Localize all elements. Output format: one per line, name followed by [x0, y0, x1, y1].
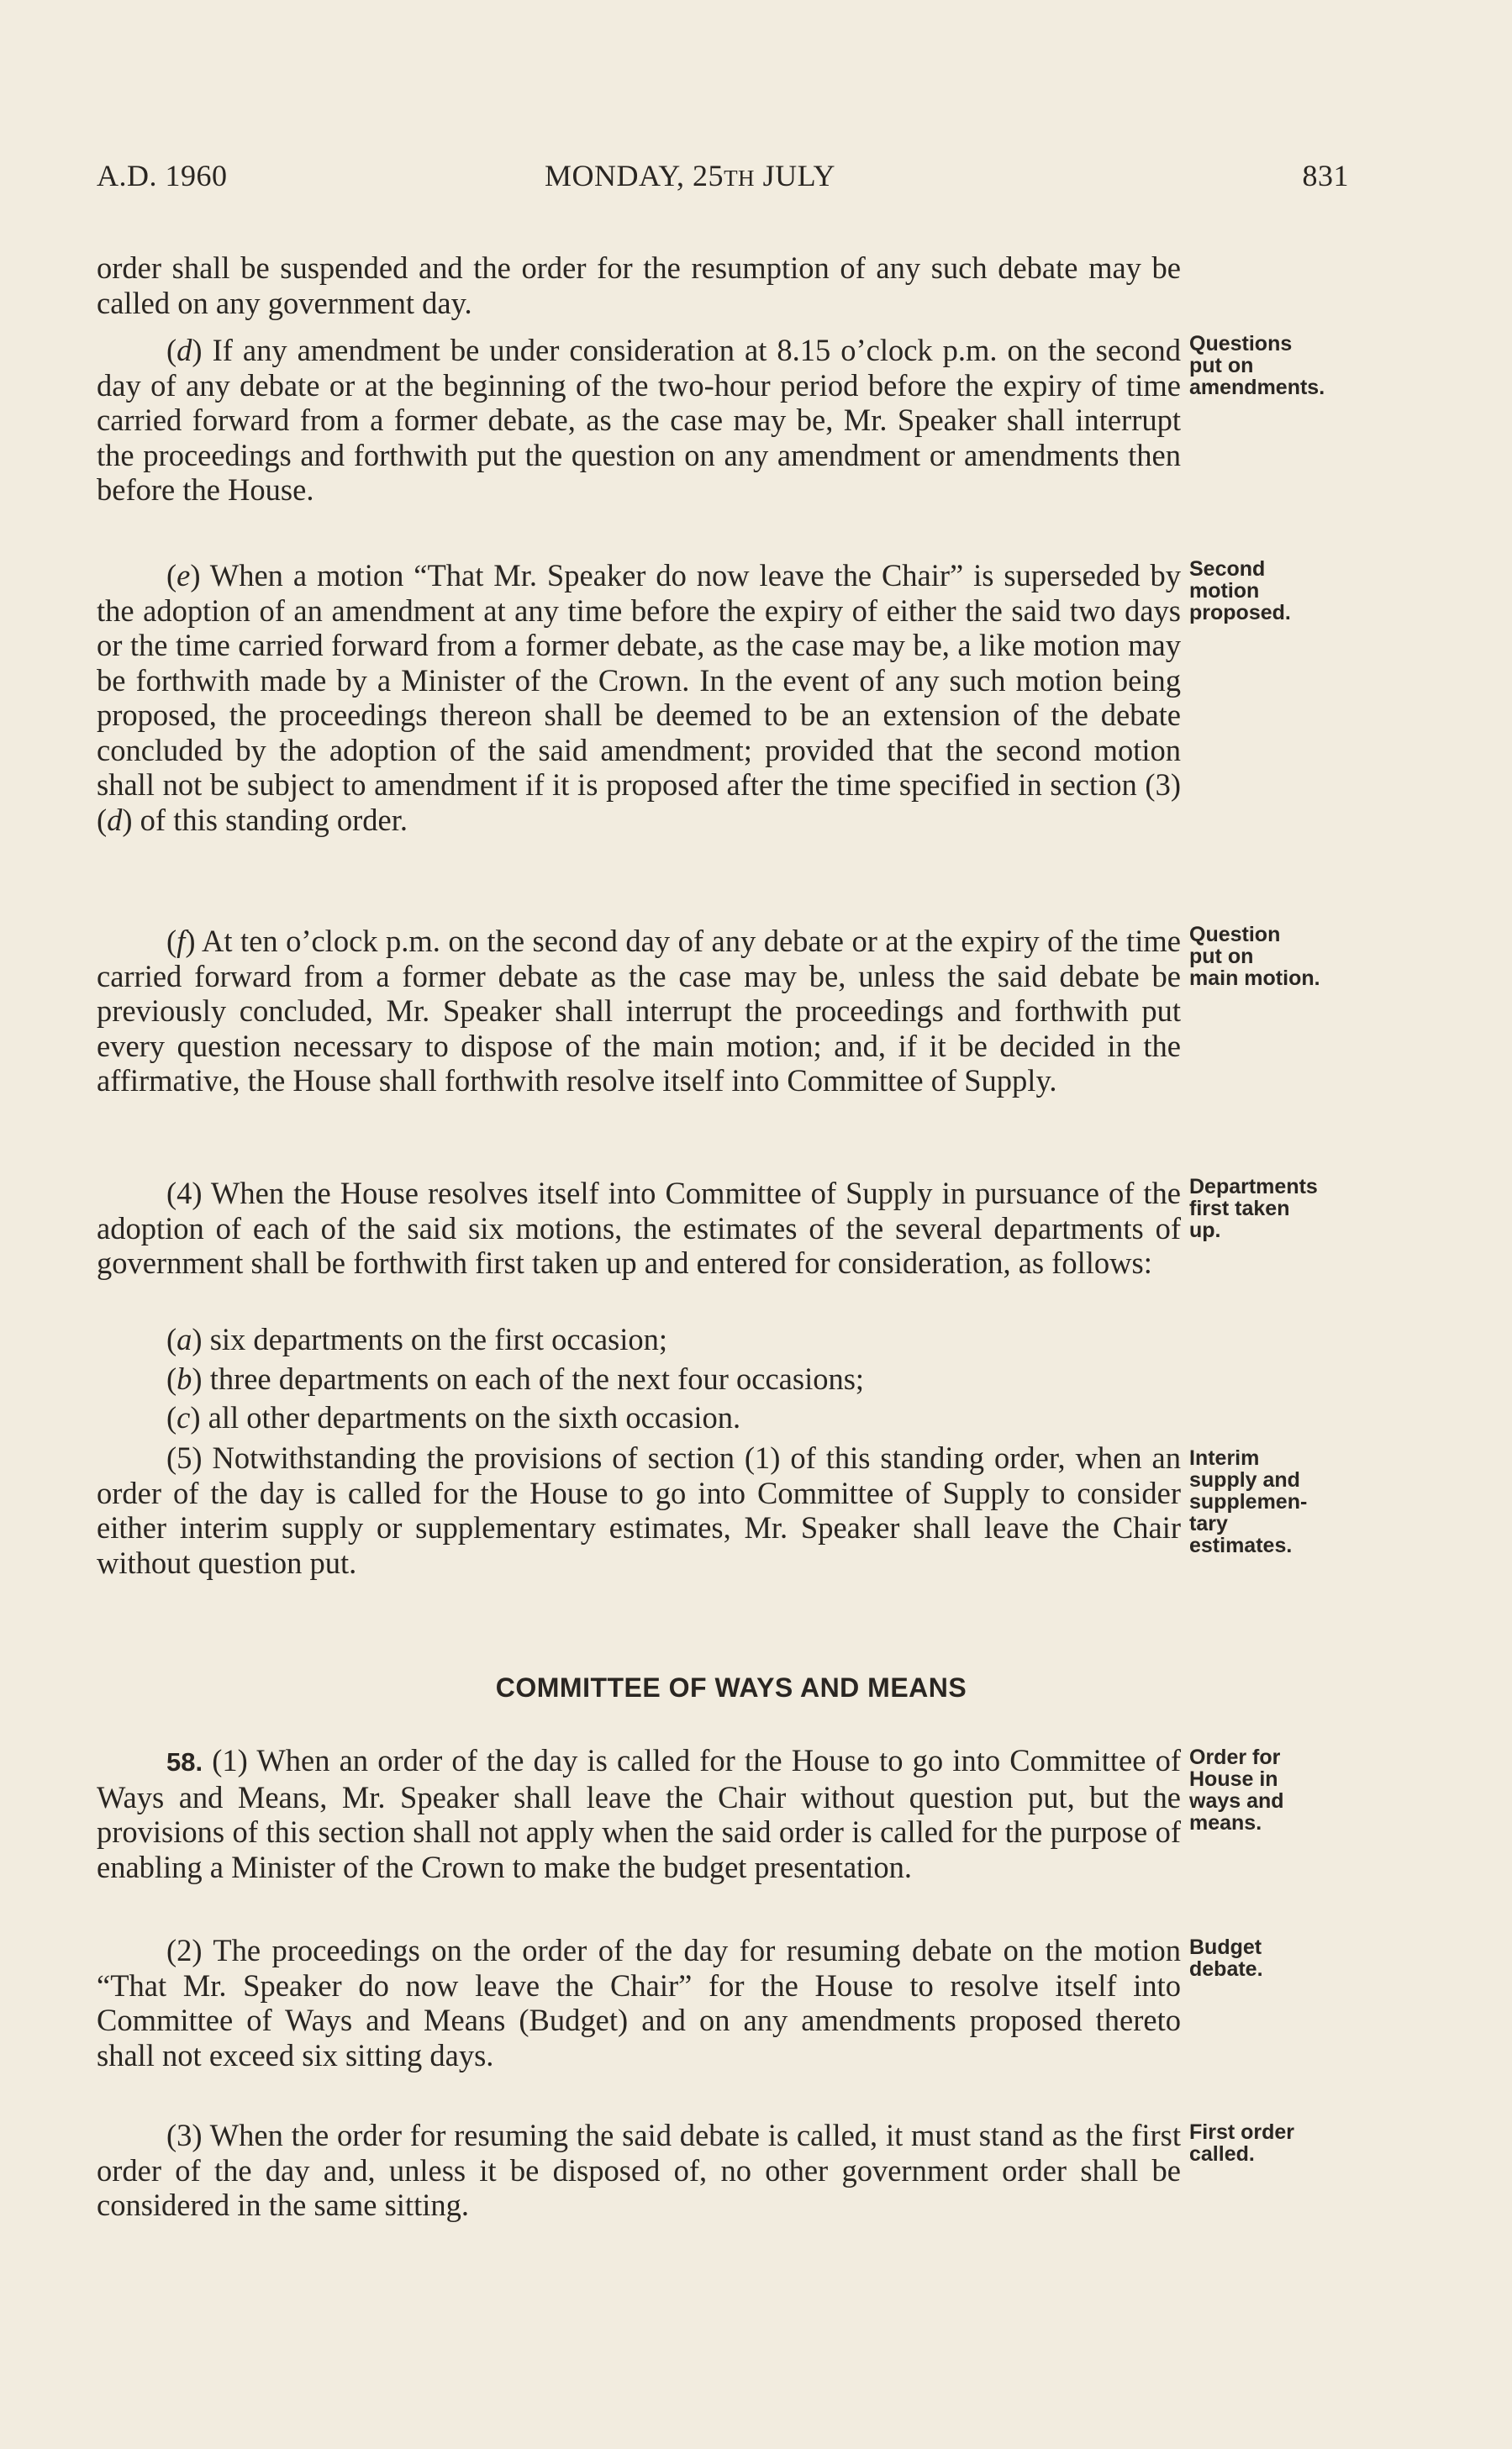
page-number: 831: [1302, 159, 1349, 192]
list-item-b: (b) three departments on each of the next four occasions;: [166, 1361, 865, 1396]
margin-note-departments-first-taken-up: Departments first taken up.: [1189, 1175, 1318, 1242]
margin-note-order-for-house-in-ways-and-means: Order for House in ways and means.: [1189, 1746, 1284, 1835]
continued-paragraph: order shall be suspended and the order for the resumption of any such debate may be called on any government day.: [97, 250, 1181, 320]
margin-note-second-motion-proposed: Second motion proposed.: [1189, 557, 1291, 624]
paragraph-f: (f) At ten o’clock p.m. on the second day of any debate or at the expiry of the time carried forward from a former debate as the case may be, unless the said debate be previously concluded, Mr. Speaker shall interrupt the proceedings and forthwith put every question necessary to dispose of the main motion; and, if it be decided in the affirmative, the House shall forthwith resolve itself into Committee of Supply.: [97, 924, 1181, 1098]
list-item-a: (a) six departments on the first occasion;: [166, 1322, 668, 1356]
margin-note-question-put-on-main-motion: Question put on main motion.: [1189, 923, 1320, 990]
header-date: MONDAY, 25TH JULY: [545, 159, 835, 192]
paragraph-e: (e) When a motion “That Mr. Speaker do now leave the Chair” is superseded by the adoption of an amendment at any time before the expiry of either the said two days or the time carried forward from a former debate, as the case may be, a like motion may be forthwith made by a Minister of the Crown. In the event of any such motion being proposed, the proceedings thereon shall be deemed to be an extension of the debate concluded by the adoption of the said amendment; provided that the second motion shall not be subject to amendment if it is proposed after the time specified in section (3) (d) of this standing order.: [97, 558, 1181, 837]
section-5: (5) Notwithstanding the provisions of section (1) of this standing order, when an order of the day is called for the House to go into Committee of Supply to consider either interim supply or supplementary estimates, Mr. Speaker shall leave the Chair without question put.: [97, 1440, 1181, 1580]
margin-note-questions-put-on-amendments: Questions put on amendments.: [1189, 332, 1325, 399]
section-4: (4) When the House resolves itself into Committee of Supply in pursuance of the adoption of each of the said six motions, the estimates of the several departments of government shall be forthwith first taken up and entered for consideration, as follows:: [97, 1176, 1181, 1280]
paragraph-d: (d) If any amendment be under consideration at 8.15 o’clock p.m. on the second day of any debate or at the beginning of the two-hour period before the expiry of time carried forward from a former debate, as the case may be, Mr. Speaker shall interrupt the proceedings and forthwith put the question on any amendment or amendments then before the House.: [97, 333, 1181, 507]
header-year: A.D. 1960: [97, 159, 228, 192]
section-heading: COMMITTEE OF WAYS AND MEANS: [495, 1672, 967, 1703]
section-58-3: (3) When the order for resuming the said debate is called, it must stand as the first order of the day and, unless it be disposed of, no other government order shall be considered in the same sitting.: [97, 2118, 1181, 2222]
section-58-1: 58. (1) When an order of the day is called for the House to go into Committee of Ways and Means, Mr. Speaker shall leave the Chair without question put, but the provisions of this section shall not apply when the said order is called for the purpose of enabling a Minister of the Crown to make the budget presentation.: [97, 1743, 1181, 1884]
margin-note-interim-supply: Interim supply and supplemen- tary estimates.: [1189, 1446, 1308, 1557]
margin-note-first-order-called: First order called.: [1189, 2120, 1295, 2166]
margin-note-budget-debate: Budget debate.: [1189, 1936, 1263, 1981]
section-58-2: (2) The proceedings on the order of the day for resuming debate on the motion “That Mr. Speaker do now leave the Chair” for the House to resolve itself into Committee of Ways and Means (Budget) and on any amendments proposed thereto shall not exceed six sitting days.: [97, 1933, 1181, 2072]
list-item-c: (c) all other departments on the sixth occasion.: [166, 1400, 741, 1435]
running-header: [97, 158, 1349, 200]
